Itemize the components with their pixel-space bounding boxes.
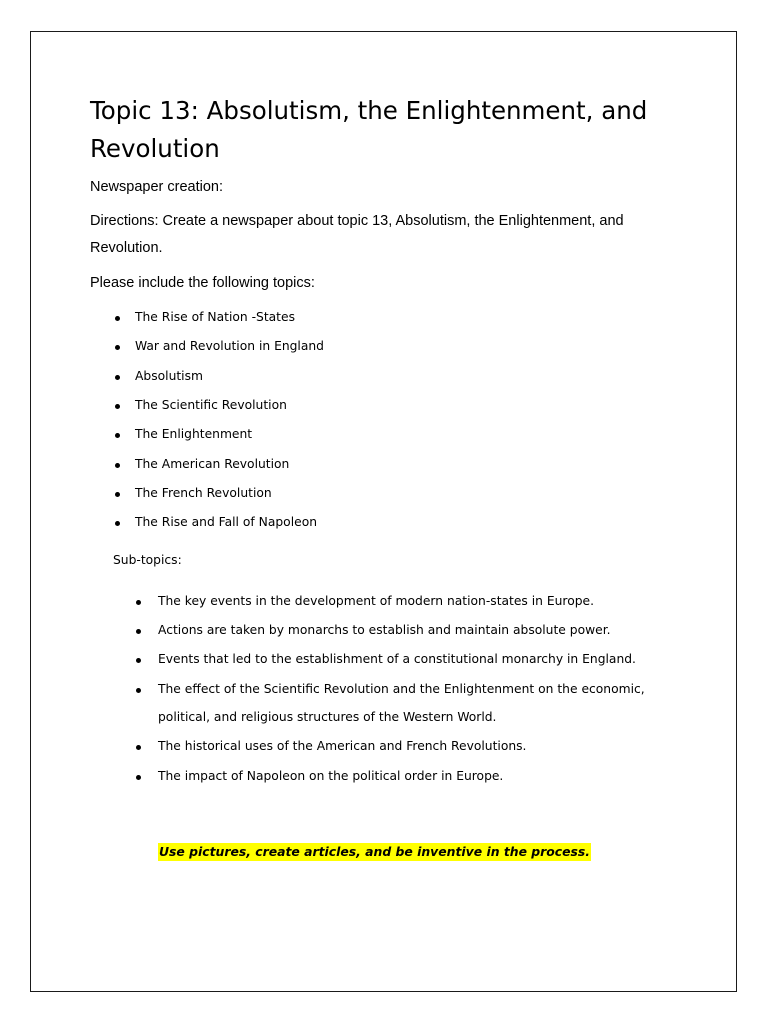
subtopics-heading: Sub-topics: xyxy=(113,553,182,567)
topic-label: The American Revolution xyxy=(135,457,290,471)
subtopic-label: The key events in the development of modern nation-states in Europe. xyxy=(158,594,595,608)
subtopic-label: Events that led to the establishment of a constitutional monarchy in England. xyxy=(158,652,636,666)
bullet-icon xyxy=(136,658,141,663)
bullet-icon xyxy=(136,600,141,605)
bullet-icon xyxy=(136,775,141,780)
topic-label: The Scientific Revolution xyxy=(135,398,287,412)
bullet-icon xyxy=(115,316,120,321)
bullet-icon xyxy=(136,688,141,693)
directions-line-2: Revolution. xyxy=(90,240,163,256)
closing-note xyxy=(158,841,591,860)
bullet-icon xyxy=(115,375,120,380)
document-title-line-2: Revolution xyxy=(90,134,220,163)
bullet-icon xyxy=(115,521,120,526)
topic-label: The French Revolution xyxy=(135,486,272,500)
bullet-icon xyxy=(115,345,120,350)
topic-label: The Rise of Nation -States xyxy=(135,310,295,324)
topic-label: Absolutism xyxy=(135,369,203,383)
bullet-icon xyxy=(136,629,141,634)
bullet-icon xyxy=(115,404,120,409)
bullet-icon xyxy=(136,745,141,750)
include-intro: Please include the following topics: xyxy=(90,275,315,291)
topic-label: War and Revolution in England xyxy=(135,339,324,353)
subtopic-label-continuation: political, and religious structures of the Western World. xyxy=(158,710,497,724)
subtopic-label: The impact of Napoleon on the political order in Europe. xyxy=(158,769,504,783)
newspaper-creation-label: Newspaper creation: xyxy=(90,179,223,195)
bullet-icon xyxy=(115,463,120,468)
bullet-icon xyxy=(115,492,120,497)
closing-note-highlight: Use pictures, create articles, and be inventive in the process. xyxy=(159,844,590,859)
directions-line-1: Directions: Create a newspaper about topic 13, Absolutism, the Enlightenment, and xyxy=(90,213,624,229)
topic-label: The Enlightenment xyxy=(135,427,253,441)
topic-label: The Rise and Fall of Napoleon xyxy=(135,515,318,529)
subtopic-label: The historical uses of the American and French Revolutions. xyxy=(158,739,527,753)
bullet-icon xyxy=(115,433,120,438)
subtopic-label: Actions are taken by monarchs to establish and maintain absolute power. xyxy=(158,623,611,637)
document-title-line-1: Topic 13: Absolutism, the Enlightenment, and xyxy=(90,96,648,125)
subtopic-label: The effect of the Scientific Revolution and the Enlightenment on the economic, xyxy=(158,682,645,696)
